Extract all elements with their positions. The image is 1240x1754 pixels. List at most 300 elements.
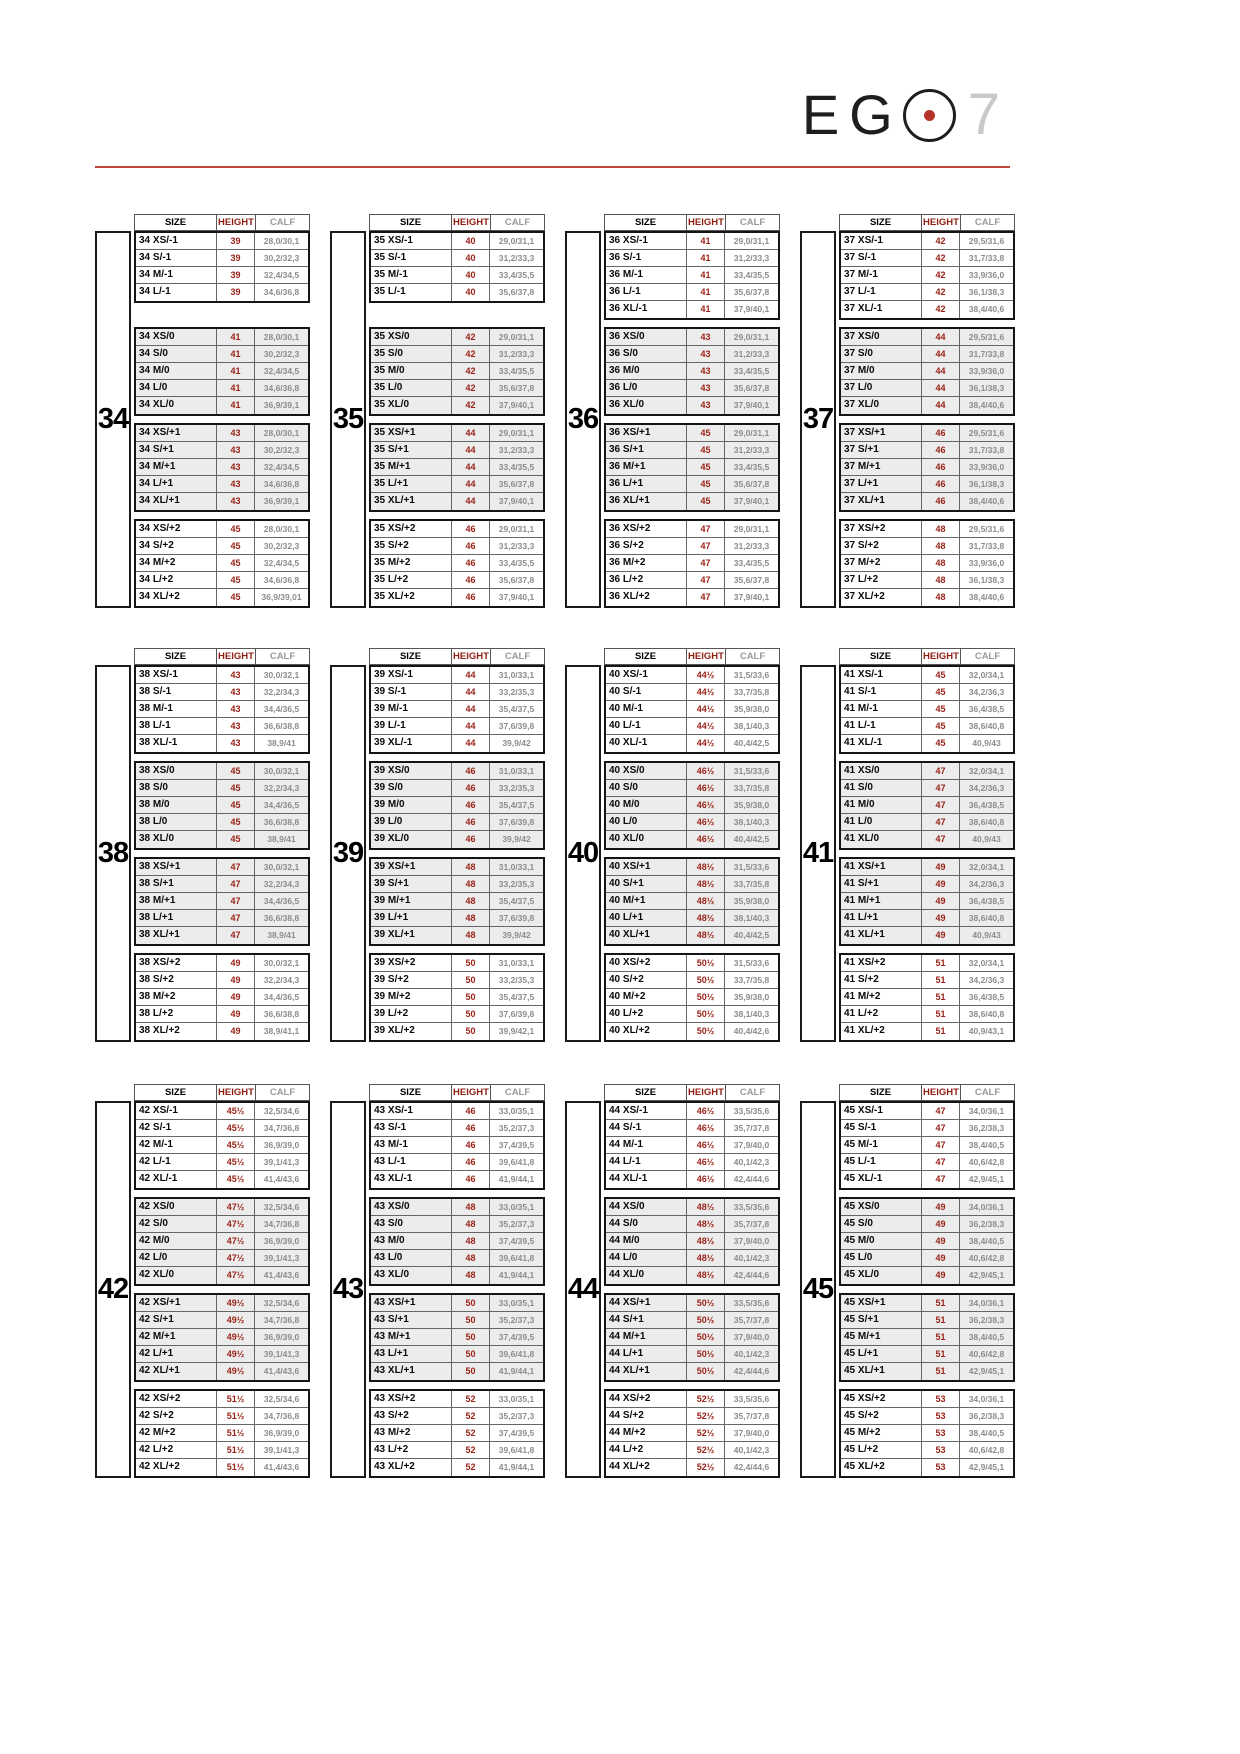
size-cell: 42 XS/+1: [136, 1295, 217, 1311]
size-cell: 45 XS/+1: [841, 1295, 922, 1311]
height-cell: 51: [922, 1312, 960, 1328]
table-row: [841, 250, 1013, 267]
height-cell: 50: [452, 1329, 490, 1345]
calf-cell: 36,2/38,3: [968, 1315, 1005, 1325]
size-cell: 45 M/-1: [841, 1137, 922, 1153]
size-cell: 41 XS/-1: [841, 667, 922, 683]
table-row: [606, 1199, 778, 1216]
table-row: [371, 397, 543, 414]
table-number-box: [565, 231, 601, 608]
calf-cell: 33,0/35,1: [498, 1106, 535, 1116]
size-cell: 45 XS/-1: [841, 1103, 922, 1119]
size-cell: 37 XL/-1: [841, 301, 922, 318]
size-cell: 34 XS/-1: [136, 233, 217, 249]
height-cell: 46: [922, 425, 960, 441]
size-cell: 42 XS/-1: [136, 1103, 217, 1119]
table-row: [841, 521, 1013, 538]
size-cell: 39 XS/+1: [371, 859, 452, 875]
table-row: [136, 1137, 308, 1154]
table-row: [606, 1120, 778, 1137]
table-row: [371, 876, 543, 893]
size-cell: 43 S/+2: [371, 1408, 452, 1424]
height-cell: 50½: [687, 1312, 725, 1328]
height-cell: 43: [217, 442, 255, 458]
table-row: [371, 1329, 543, 1346]
height-cell: 44½: [687, 684, 725, 700]
height-cell: 49: [922, 910, 960, 926]
calf-cell: 40,4/42,5: [733, 738, 770, 748]
column-header-calf: CALF: [739, 651, 766, 662]
calf-cell: 36,1/38,3: [968, 575, 1005, 585]
size-cell: 39 XL/+1: [371, 927, 452, 944]
height-cell: 44: [922, 346, 960, 362]
size-cell: 39 L/+2: [371, 1006, 452, 1022]
size-cell: 37 XL/+2: [841, 589, 922, 606]
height-cell: 45: [217, 763, 255, 779]
height-cell: 48: [452, 859, 490, 875]
calf-cell: 35,6/37,8: [498, 479, 535, 489]
calf-cell: 38,9/41,1: [263, 1026, 300, 1036]
height-cell: 51: [922, 989, 960, 1005]
height-cell: 51: [922, 1006, 960, 1022]
calf-cell: 36,9/39,01: [261, 592, 302, 602]
size-cell: 37 XS/+2: [841, 521, 922, 537]
column-header-height: HEIGHT: [452, 215, 491, 230]
size-cell: 43 M/+2: [371, 1425, 452, 1441]
size-cell: 40 XS/+1: [606, 859, 687, 875]
size-cell: 44 XS/0: [606, 1199, 687, 1215]
calf-cell: 40,1/42,3: [733, 1349, 770, 1359]
column-header-calf: CALF: [974, 651, 1001, 662]
table-row: [606, 1171, 778, 1188]
size-cell: 39 M/+2: [371, 989, 452, 1005]
calf-cell: 38,6/40,8: [968, 817, 1005, 827]
height-cell: 46: [452, 1171, 490, 1188]
table-row: [606, 476, 778, 493]
table-row: [136, 363, 308, 380]
size-table-unit-34: [95, 214, 310, 608]
size-cell: 36 S/-1: [606, 250, 687, 266]
table-row: [136, 1346, 308, 1363]
size-cell: 38 L/+1: [136, 910, 217, 926]
size-cell: 43 XL/0: [371, 1267, 452, 1284]
size-table-unit-41: [800, 648, 1015, 1042]
size-cell: 42 XL/+1: [136, 1363, 217, 1380]
height-cell: 46½: [687, 814, 725, 830]
size-cell: 37 S/+1: [841, 442, 922, 458]
height-cell: 42: [922, 301, 960, 318]
height-cell: 44: [922, 329, 960, 345]
calf-cell: 41,4/43,6: [263, 1462, 300, 1472]
calf-cell: 29,0/31,1: [498, 236, 535, 246]
table-row: [606, 1154, 778, 1171]
calf-cell: 34,2/36,3: [968, 975, 1005, 985]
row-group: [839, 1389, 1015, 1478]
height-cell: 43: [687, 363, 725, 379]
table-row: [841, 1267, 1013, 1284]
size-cell: 37 XS/-1: [841, 233, 922, 249]
size-table: [369, 214, 545, 608]
calf-cell: 36,9/39,1: [263, 400, 300, 410]
row-group: [839, 1293, 1015, 1382]
column-header-calf: CALF: [504, 651, 531, 662]
table-row: [136, 876, 308, 893]
calf-cell: 40,9/43,1: [968, 1026, 1005, 1036]
height-cell: 50½: [687, 972, 725, 988]
calf-cell: 40,4/42,5: [733, 930, 770, 940]
height-cell: 51: [922, 1329, 960, 1345]
size-cell: 45 L/+2: [841, 1442, 922, 1458]
table-row: [606, 735, 778, 752]
size-cell: 41 M/-1: [841, 701, 922, 717]
height-cell: 47: [922, 1120, 960, 1136]
table-row: [136, 1425, 308, 1442]
table-row: [841, 1199, 1013, 1216]
calf-cell: 32,5/34,6: [263, 1394, 300, 1404]
size-cell: 37 L/0: [841, 380, 922, 396]
row-group: [839, 1101, 1015, 1190]
table-row: [606, 972, 778, 989]
height-cell: 52: [452, 1391, 490, 1407]
height-cell: 40: [452, 233, 490, 249]
table-row: [136, 1023, 308, 1040]
height-cell: 48: [452, 1199, 490, 1215]
size-cell: 43 L/0: [371, 1250, 452, 1266]
calf-cell: 34,6/36,8: [263, 383, 300, 393]
table-row: [371, 1023, 543, 1040]
calf-cell: 35,4/37,5: [498, 992, 535, 1002]
height-cell: 43: [217, 493, 255, 510]
calf-cell: 36,2/38,3: [968, 1123, 1005, 1133]
size-cell: 42 L/0: [136, 1250, 217, 1266]
size-cell: 41 XS/+1: [841, 859, 922, 875]
size-cell: 37 S/+2: [841, 538, 922, 554]
calf-cell: 37,4/39,5: [498, 1332, 535, 1342]
size-cell: 45 S/0: [841, 1216, 922, 1232]
height-cell: 48½: [687, 1250, 725, 1266]
size-cell: 34 M/+2: [136, 555, 217, 571]
height-cell: 41: [687, 267, 725, 283]
table-row: [606, 1408, 778, 1425]
table-row: [136, 1442, 308, 1459]
calf-cell: 33,5/35,6: [733, 1106, 770, 1116]
table-number-box: [330, 665, 366, 1042]
size-cell: 41 L/-1: [841, 718, 922, 734]
table-row: [371, 555, 543, 572]
table-row: [841, 955, 1013, 972]
calf-cell: 31,0/33,1: [498, 766, 535, 776]
table-row: [136, 425, 308, 442]
column-header-size: SIZE: [605, 1085, 687, 1100]
table-row: [841, 701, 1013, 718]
height-cell: 43: [687, 397, 725, 414]
height-cell: 49: [217, 1006, 255, 1022]
table-row: [136, 831, 308, 848]
table-header-row: [134, 1084, 310, 1101]
size-cell: 37 XL/0: [841, 397, 922, 414]
column-header-height: HEIGHT: [922, 1085, 961, 1100]
calf-cell: 38,4/40,5: [968, 1140, 1005, 1150]
height-cell: 51: [922, 1346, 960, 1362]
height-cell: 49: [922, 927, 960, 944]
height-cell: 47½: [217, 1199, 255, 1215]
table-row: [606, 763, 778, 780]
table-row: [136, 1459, 308, 1476]
height-cell: 45: [217, 589, 255, 606]
table-row: [371, 1459, 543, 1476]
height-cell: 45: [687, 476, 725, 492]
table-row: [371, 459, 543, 476]
table-row: [606, 797, 778, 814]
calf-cell: 34,2/36,3: [968, 783, 1005, 793]
height-cell: 46: [452, 589, 490, 606]
row-group: [369, 1101, 545, 1190]
table-header-row: [604, 214, 780, 231]
height-cell: 49: [922, 1233, 960, 1249]
size-cell: 38 XS/+2: [136, 955, 217, 971]
row-group: [604, 1293, 780, 1382]
calf-cell: 35,7/37,8: [733, 1219, 770, 1229]
height-cell: 49½: [217, 1363, 255, 1380]
calf-cell: 38,1/40,3: [733, 817, 770, 827]
height-cell: 47: [217, 876, 255, 892]
row-group: [369, 857, 545, 946]
table-row: [136, 1171, 308, 1188]
calf-cell: 31,7/33,8: [968, 349, 1005, 359]
size-table-unit-39: [330, 648, 545, 1042]
size-cell: 38 XS/0: [136, 763, 217, 779]
size-cell: 42 XL/+2: [136, 1459, 217, 1476]
row-group: [839, 761, 1015, 850]
size-cell: 36 XS/+2: [606, 521, 687, 537]
table-row: [606, 329, 778, 346]
size-cell: 38 S/-1: [136, 684, 217, 700]
size-cell: 38 S/+2: [136, 972, 217, 988]
size-cell: 34 XS/+1: [136, 425, 217, 441]
size-cell: 41 S/0: [841, 780, 922, 796]
calf-cell: 33,9/36,0: [968, 270, 1005, 280]
calf-cell: 31,2/33,3: [498, 253, 535, 263]
height-cell: 45½: [217, 1154, 255, 1170]
height-cell: 43: [217, 701, 255, 717]
size-cell: 35 XS/+2: [371, 521, 452, 537]
column-header-calf: CALF: [739, 1087, 766, 1098]
table-row: [841, 1171, 1013, 1188]
calf-cell: 32,2/34,3: [263, 975, 300, 985]
height-cell: 43: [217, 684, 255, 700]
calf-cell: 35,9/38,0: [733, 704, 770, 714]
table-row: [136, 989, 308, 1006]
calf-cell: 33,5/35,6: [733, 1298, 770, 1308]
height-cell: 47: [687, 572, 725, 588]
height-cell: 51: [922, 955, 960, 971]
calf-cell: 36,1/38,3: [968, 383, 1005, 393]
calf-cell: 31,5/33,6: [733, 862, 770, 872]
size-cell: 34 S/-1: [136, 250, 217, 266]
table-row: [136, 380, 308, 397]
table-row: [606, 910, 778, 927]
table-row: [841, 380, 1013, 397]
calf-cell: 40,9/43: [972, 834, 1001, 844]
size-cell: 43 M/-1: [371, 1137, 452, 1153]
table-row: [136, 397, 308, 414]
size-cell: 39 L/-1: [371, 718, 452, 734]
table-row: [136, 1233, 308, 1250]
height-cell: 42: [452, 363, 490, 379]
table-row: [606, 1023, 778, 1040]
size-cell: 42 M/0: [136, 1233, 217, 1249]
table-row: [606, 927, 778, 944]
table-row: [841, 1459, 1013, 1476]
table-row: [371, 763, 543, 780]
table-row: [606, 1006, 778, 1023]
size-cell: 43 M/+1: [371, 1329, 452, 1345]
table-row: [371, 1171, 543, 1188]
table-row: [606, 684, 778, 701]
height-cell: 49: [922, 1199, 960, 1215]
calf-cell: 31,7/33,8: [968, 445, 1005, 455]
table-row: [841, 476, 1013, 493]
table-row: [136, 572, 308, 589]
size-table: [604, 648, 780, 1042]
calf-cell: 38,4/40,6: [968, 592, 1005, 602]
height-cell: 48½: [687, 910, 725, 926]
height-cell: 50: [452, 972, 490, 988]
size-cell: 43 L/+1: [371, 1346, 452, 1362]
size-cell: 40 M/-1: [606, 701, 687, 717]
table-number-box: [800, 231, 836, 608]
size-cell: 40 M/+2: [606, 989, 687, 1005]
size-table-unit-45: [800, 1084, 1015, 1478]
calf-cell: 33,0/35,1: [498, 1202, 535, 1212]
height-cell: 49: [217, 1023, 255, 1040]
row-group: [839, 231, 1015, 320]
table-row: [371, 831, 543, 848]
size-table: [134, 214, 310, 608]
table-row: [136, 233, 308, 250]
logo-red-dot-icon: [924, 110, 935, 121]
table-row: [371, 538, 543, 555]
height-cell: 52½: [687, 1408, 725, 1424]
height-cell: 45: [687, 459, 725, 475]
table-row: [606, 1346, 778, 1363]
height-cell: 50: [452, 1363, 490, 1380]
height-cell: 51: [922, 1295, 960, 1311]
calf-cell: 38,9/41: [267, 834, 296, 844]
size-cell: 43 M/0: [371, 1233, 452, 1249]
table-number: 35: [332, 403, 364, 435]
height-cell: 44½: [687, 735, 725, 752]
calf-cell: 34,0/36,1: [968, 1106, 1005, 1116]
height-cell: 50½: [687, 1295, 725, 1311]
table-row: [606, 1425, 778, 1442]
calf-cell: 35,6/37,8: [498, 575, 535, 585]
calf-cell: 40,4/42,5: [733, 834, 770, 844]
calf-cell: 42,9/45,1: [968, 1174, 1005, 1184]
size-cell: 40 XL/+1: [606, 927, 687, 944]
calf-cell: 36,2/38,3: [968, 1411, 1005, 1421]
size-cell: 36 M/-1: [606, 267, 687, 283]
height-cell: 47: [922, 1137, 960, 1153]
table-row: [371, 718, 543, 735]
table-row: [136, 893, 308, 910]
table-row: [371, 955, 543, 972]
size-cell: 37 S/0: [841, 346, 922, 362]
table-row: [371, 1137, 543, 1154]
size-cell: 34 M/-1: [136, 267, 217, 283]
calf-cell: 33,4/35,5: [733, 558, 770, 568]
table-row: [136, 955, 308, 972]
calf-cell: 31,5/33,6: [733, 670, 770, 680]
height-cell: 48: [452, 1216, 490, 1232]
row-group: [369, 519, 545, 608]
column-header-size: SIZE: [840, 215, 922, 230]
calf-cell: 29,0/31,1: [498, 524, 535, 534]
table-row: [841, 972, 1013, 989]
height-cell: 43: [217, 476, 255, 492]
calf-cell: 34,7/36,8: [263, 1219, 300, 1229]
calf-cell: 33,4/35,5: [498, 270, 535, 280]
table-row: [136, 1216, 308, 1233]
height-cell: 46: [452, 538, 490, 554]
table-row: [841, 1391, 1013, 1408]
size-cell: 44 S/+1: [606, 1312, 687, 1328]
calf-cell: 33,4/35,5: [733, 366, 770, 376]
table-row: [136, 1267, 308, 1284]
size-cell: 35 L/+2: [371, 572, 452, 588]
calf-cell: 29,0/31,1: [498, 332, 535, 342]
size-table: [369, 1084, 545, 1478]
height-cell: 43: [217, 425, 255, 441]
height-cell: 49: [922, 1216, 960, 1232]
calf-cell: 39,9/42: [502, 738, 531, 748]
table-row: [841, 780, 1013, 797]
height-cell: 39: [217, 284, 255, 301]
table-row: [136, 459, 308, 476]
calf-cell: 37,9/40,1: [733, 304, 770, 314]
calf-cell: 31,7/33,8: [968, 541, 1005, 551]
calf-cell: 40,1/42,3: [733, 1157, 770, 1167]
table-row: [606, 989, 778, 1006]
table-row: [841, 425, 1013, 442]
table-row: [606, 780, 778, 797]
height-cell: 44: [452, 718, 490, 734]
column-header-calf: CALF: [504, 1087, 531, 1098]
size-cell: 45 M/+2: [841, 1425, 922, 1441]
size-cell: 41 S/+2: [841, 972, 922, 988]
table-row: [136, 859, 308, 876]
table-row: [136, 1250, 308, 1267]
table-row: [841, 831, 1013, 848]
table-row: [371, 425, 543, 442]
size-table: [134, 648, 310, 1042]
height-cell: 49: [217, 955, 255, 971]
size-cell: 39 S/0: [371, 780, 452, 796]
height-cell: 43: [687, 346, 725, 362]
row-group: [604, 519, 780, 608]
table-row: [841, 1137, 1013, 1154]
table-number: 39: [332, 837, 364, 869]
height-cell: 43: [687, 329, 725, 345]
table-row: [606, 442, 778, 459]
size-cell: 43 XS/+1: [371, 1295, 452, 1311]
height-cell: 50½: [687, 1006, 725, 1022]
height-cell: 46½: [687, 831, 725, 848]
table-row: [841, 459, 1013, 476]
table-row: [606, 718, 778, 735]
table-row: [606, 589, 778, 606]
table-row: [371, 927, 543, 944]
